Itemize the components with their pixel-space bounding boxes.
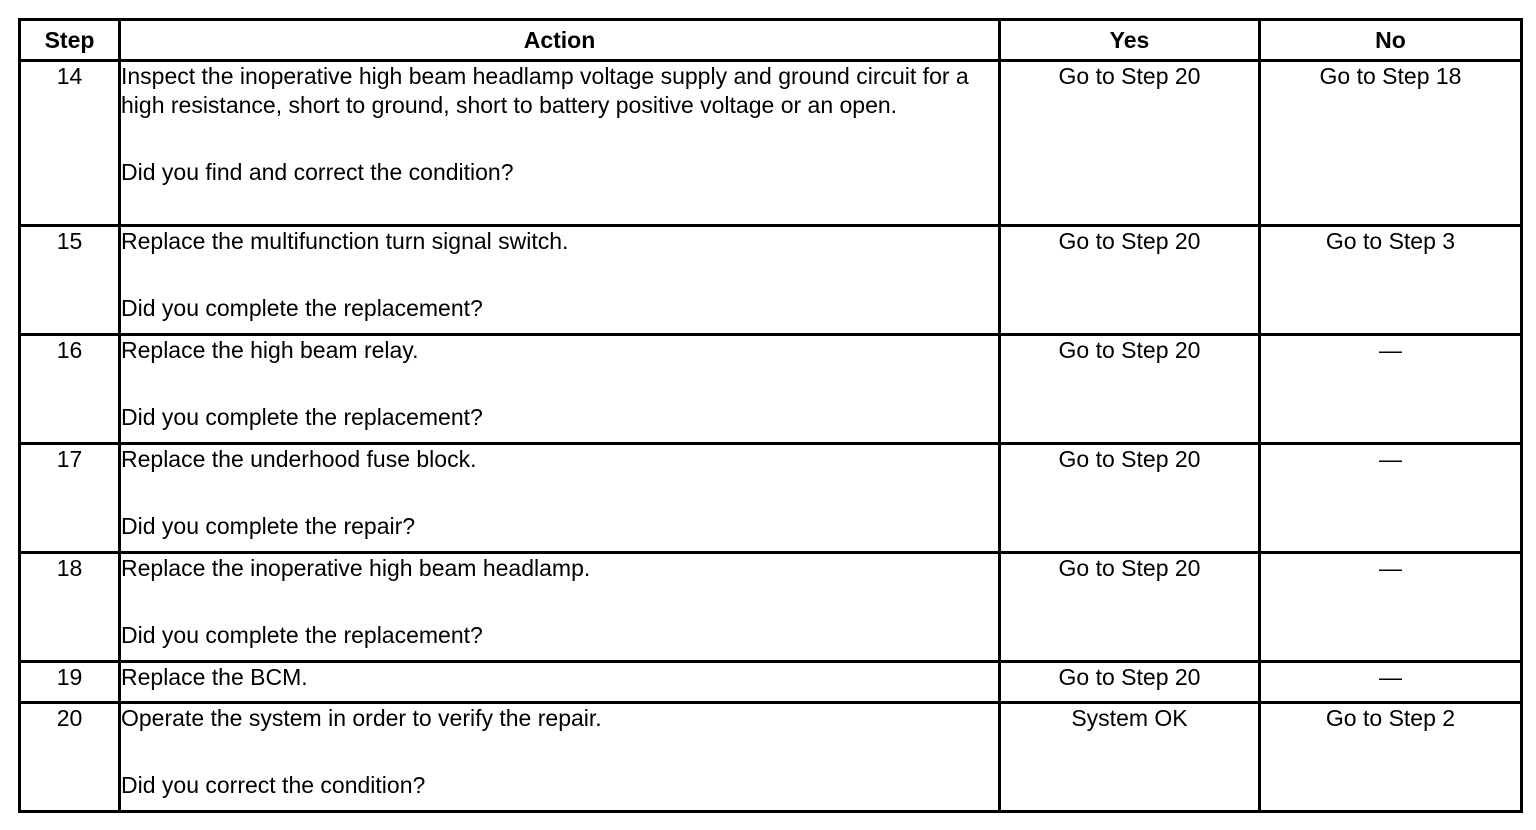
action-cell [120,335,1000,444]
action-cell [120,553,1000,662]
action-question: Did you complete the replacement? [121,295,483,321]
action-question: Did you find and correct the condition? [121,159,514,185]
action-cell [120,226,1000,335]
yes-cell: Go to Step 20 [1000,662,1260,703]
action-text: Inspect the inoperative high beam headlamp voltage supply and ground circuit for a high resistance, short to ground, short to battery positive voltage or an open. [121,63,969,118]
table-row [20,662,1522,703]
diagnostic-table [18,18,1523,813]
step-number: 16 [20,335,120,444]
step-number: 15 [20,226,120,335]
no-cell: Go to Step 2 [1260,703,1522,812]
header-yes: Yes [1000,20,1260,61]
action-cell [120,662,1000,703]
no-cell: Go to Step 3 [1260,226,1522,335]
table-header-row [20,20,1522,61]
no-cell: — [1260,553,1522,662]
action-text: Replace the underhood fuse block. [121,446,477,472]
table-row [20,335,1522,444]
yes-cell: Go to Step 20 [1000,226,1260,335]
yes-cell: System OK [1000,703,1260,812]
step-number: 18 [20,553,120,662]
action-question: Did you complete the replacement? [121,622,483,648]
action-question: Did you complete the repair? [121,513,416,539]
yes-cell: Go to Step 20 [1000,335,1260,444]
action-cell [120,444,1000,553]
action-text: Operate the system in order to verify the repair. [121,705,602,731]
no-cell: Go to Step 18 [1260,61,1522,226]
header-no: No [1260,20,1522,61]
step-number: 19 [20,662,120,703]
table-row [20,444,1522,553]
action-cell [120,61,1000,226]
step-number: 17 [20,444,120,553]
table-row [20,226,1522,335]
action-text: Replace the high beam relay. [121,337,419,363]
action-text: Replace the multifunction turn signal switch. [121,228,569,254]
yes-cell: Go to Step 20 [1000,61,1260,226]
yes-cell: Go to Step 20 [1000,553,1260,662]
yes-cell: Go to Step 20 [1000,444,1260,553]
step-number: 14 [20,61,120,226]
step-number: 20 [20,703,120,812]
action-text: Replace the BCM. [121,664,308,690]
table-row [20,61,1522,226]
action-question: Did you correct the condition? [121,772,426,798]
action-question: Did you complete the replacement? [121,404,483,430]
action-text: Replace the inoperative high beam headlamp. [121,555,591,581]
header-step: Step [20,20,120,61]
no-cell: — [1260,662,1522,703]
table-row [20,553,1522,662]
table-row [20,703,1522,812]
no-cell: — [1260,444,1522,553]
header-action: Action [120,20,1000,61]
action-cell [120,703,1000,812]
no-cell: — [1260,335,1522,444]
